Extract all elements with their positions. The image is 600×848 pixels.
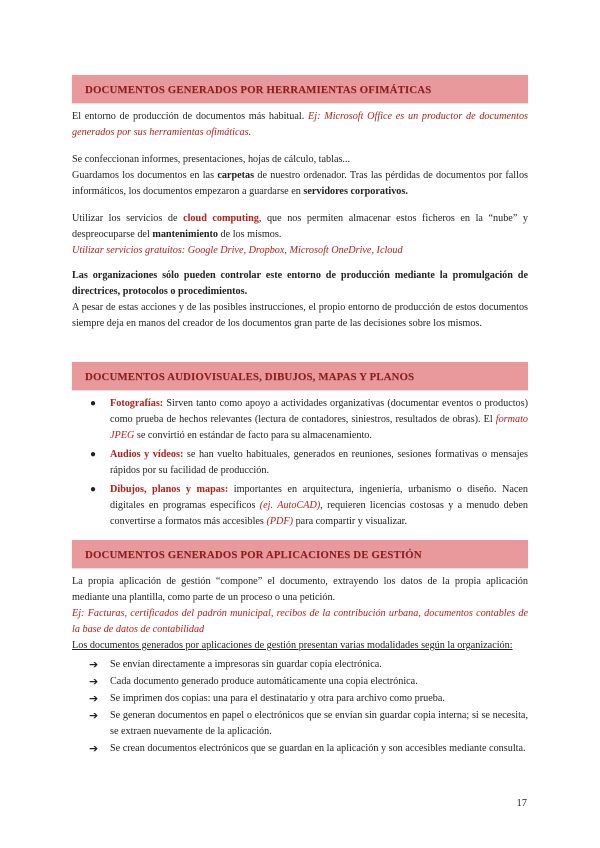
list-item: ➔ Se envían directamente a impresoras sin guardar copia electrónica. bbox=[89, 658, 382, 671]
section-title: DOCUMENTOS AUDIOVISUALES, DIBUJOS, MAPAS Y PLANOS bbox=[85, 371, 415, 383]
bullet-icon: ● bbox=[90, 449, 97, 460]
bullet-icon: ● bbox=[90, 398, 97, 409]
list-item: ➔ Se crean documentos electrónicos que se guardan en la aplicación y son accesibles mediante consulta. bbox=[89, 742, 526, 755]
paragraph-cloud: Utilizar los servicios de cloud computing, que nos permiten almacenar estos ficheros en la “nube” y despreocuparse del mantenimiento de los mismos. Utilizar servicios gratuitos: Google Drive, Dropbox, Microsoft OneDrive, Icloud bbox=[72, 211, 528, 259]
list-item: ● Dibujos, planos y mapas: importantes en arquitectura, ingeniería, urbanismo o diseño. Nacen digitales en programas específicos (ej. AutoCAD), requieren licencias costosas y a menudo deben convertirse a formatos más accesibles (PDF) para compartir y visualizar. bbox=[90, 484, 529, 527]
modalidades-heading: Los documentos generados por aplicaciones de gestión presentan varias modalidades según la organización: bbox=[72, 640, 513, 651]
paragraph-aplicacion: La propia aplicación de gestión “compone” el documento, extrayendo los datos de la propia aplicación mediante una plantilla, como parte de un proceso o una petición. Ej: Facturas, certificados del padrón municipal, recibos de la contribución urbana, documentos contables de la base de datos de contabilidad Los documentos generados por aplicaciones de gestión presentan varias modalidades según la organización: bbox=[72, 574, 528, 654]
list-item: ➔ Se generan documentos en papel o electrónicos que se envían sin guardar copia interna; si se necesita, se extraen nuevamente de la aplicación. bbox=[89, 709, 528, 737]
arrow-right-icon: ➔ bbox=[89, 692, 99, 705]
page-number: 17 bbox=[516, 798, 527, 809]
section-title: DOCUMENTOS GENERADOS POR HERRAMIENTAS OFIMÁTICAS bbox=[85, 84, 432, 96]
arrow-right-icon: ➔ bbox=[89, 742, 99, 755]
arrow-list-modalidades bbox=[72, 657, 528, 758]
section-title: DOCUMENTOS GENERADOS POR APLICACIONES DE GESTIÓN bbox=[85, 549, 422, 561]
paragraph-carpetas: Se confeccionan informes, presentaciones, hojas de cálculo, tablas... Guardamos los documentos en las carpetas de nuestro ordenador. Tras las pérdidas de documentos por fallos informáticos, los documentos empezaron a guardarse en servidores corporativos. bbox=[72, 154, 529, 197]
example-text: Ej: Microsoft Office es un productor de documentos generados por sus herramientas ofimáticas. bbox=[72, 111, 529, 138]
bullet-list-audiovisuales bbox=[72, 396, 528, 530]
list-item: ➔ Se imprimen dos copias: una para el destinatario y otra para archivo como prueba. bbox=[89, 692, 445, 705]
example-text: Ej: Facturas, certificados del padrón municipal, recibos de la contribución urbana, documentos contables de la base de datos de contabilidad bbox=[72, 608, 528, 635]
list-item: ● Audios y vídeos: se han vuelto habituales, generados en reuniones, sesiones formativas o mensajes rápidos por su facilidad de producción. bbox=[90, 449, 529, 476]
section-header-ofimaticas bbox=[72, 75, 528, 103]
example-text: Utilizar servicios gratuitos: Google Drive, Dropbox, Microsoft OneDrive, Icloud bbox=[72, 245, 403, 256]
section-header-audiovisuales bbox=[72, 362, 528, 390]
section-header-gestion bbox=[72, 540, 528, 568]
paragraph-entorno: El entorno de producción de documentos más habitual. Ej: Microsoft Office es un productor de documentos generados por sus herramientas ofimáticas. bbox=[72, 111, 529, 138]
list-item: ➔ Cada documento generado produce automáticamente una copia electrónica. bbox=[89, 675, 418, 688]
arrow-right-icon: ➔ bbox=[89, 675, 99, 688]
paragraph-organizaciones: Las organizaciones sólo pueden controlar este entorno de producción mediante la promulgación de directrices, protocolos o procedimientos. A pesar de estas acciones y de las posibles instrucciones, el propio entorno de producción de estos documentos siempre deja en manos del creador de los documentos gran parte de las decisiones sobre los mismos. bbox=[72, 270, 528, 329]
arrow-right-icon: ➔ bbox=[89, 658, 99, 671]
list-item: ● Fotografías: Sirven tanto como apoyo a actividades organizativas (documentar eventos o productos) como prueba de hechos relevantes (lectura de contadores, siniestros, resultados de obras). El formato JPEG se convirtió en estándar de facto para su almacenamiento. bbox=[90, 398, 529, 441]
arrow-right-icon: ➔ bbox=[89, 709, 99, 722]
bullet-icon: ● bbox=[90, 484, 97, 495]
